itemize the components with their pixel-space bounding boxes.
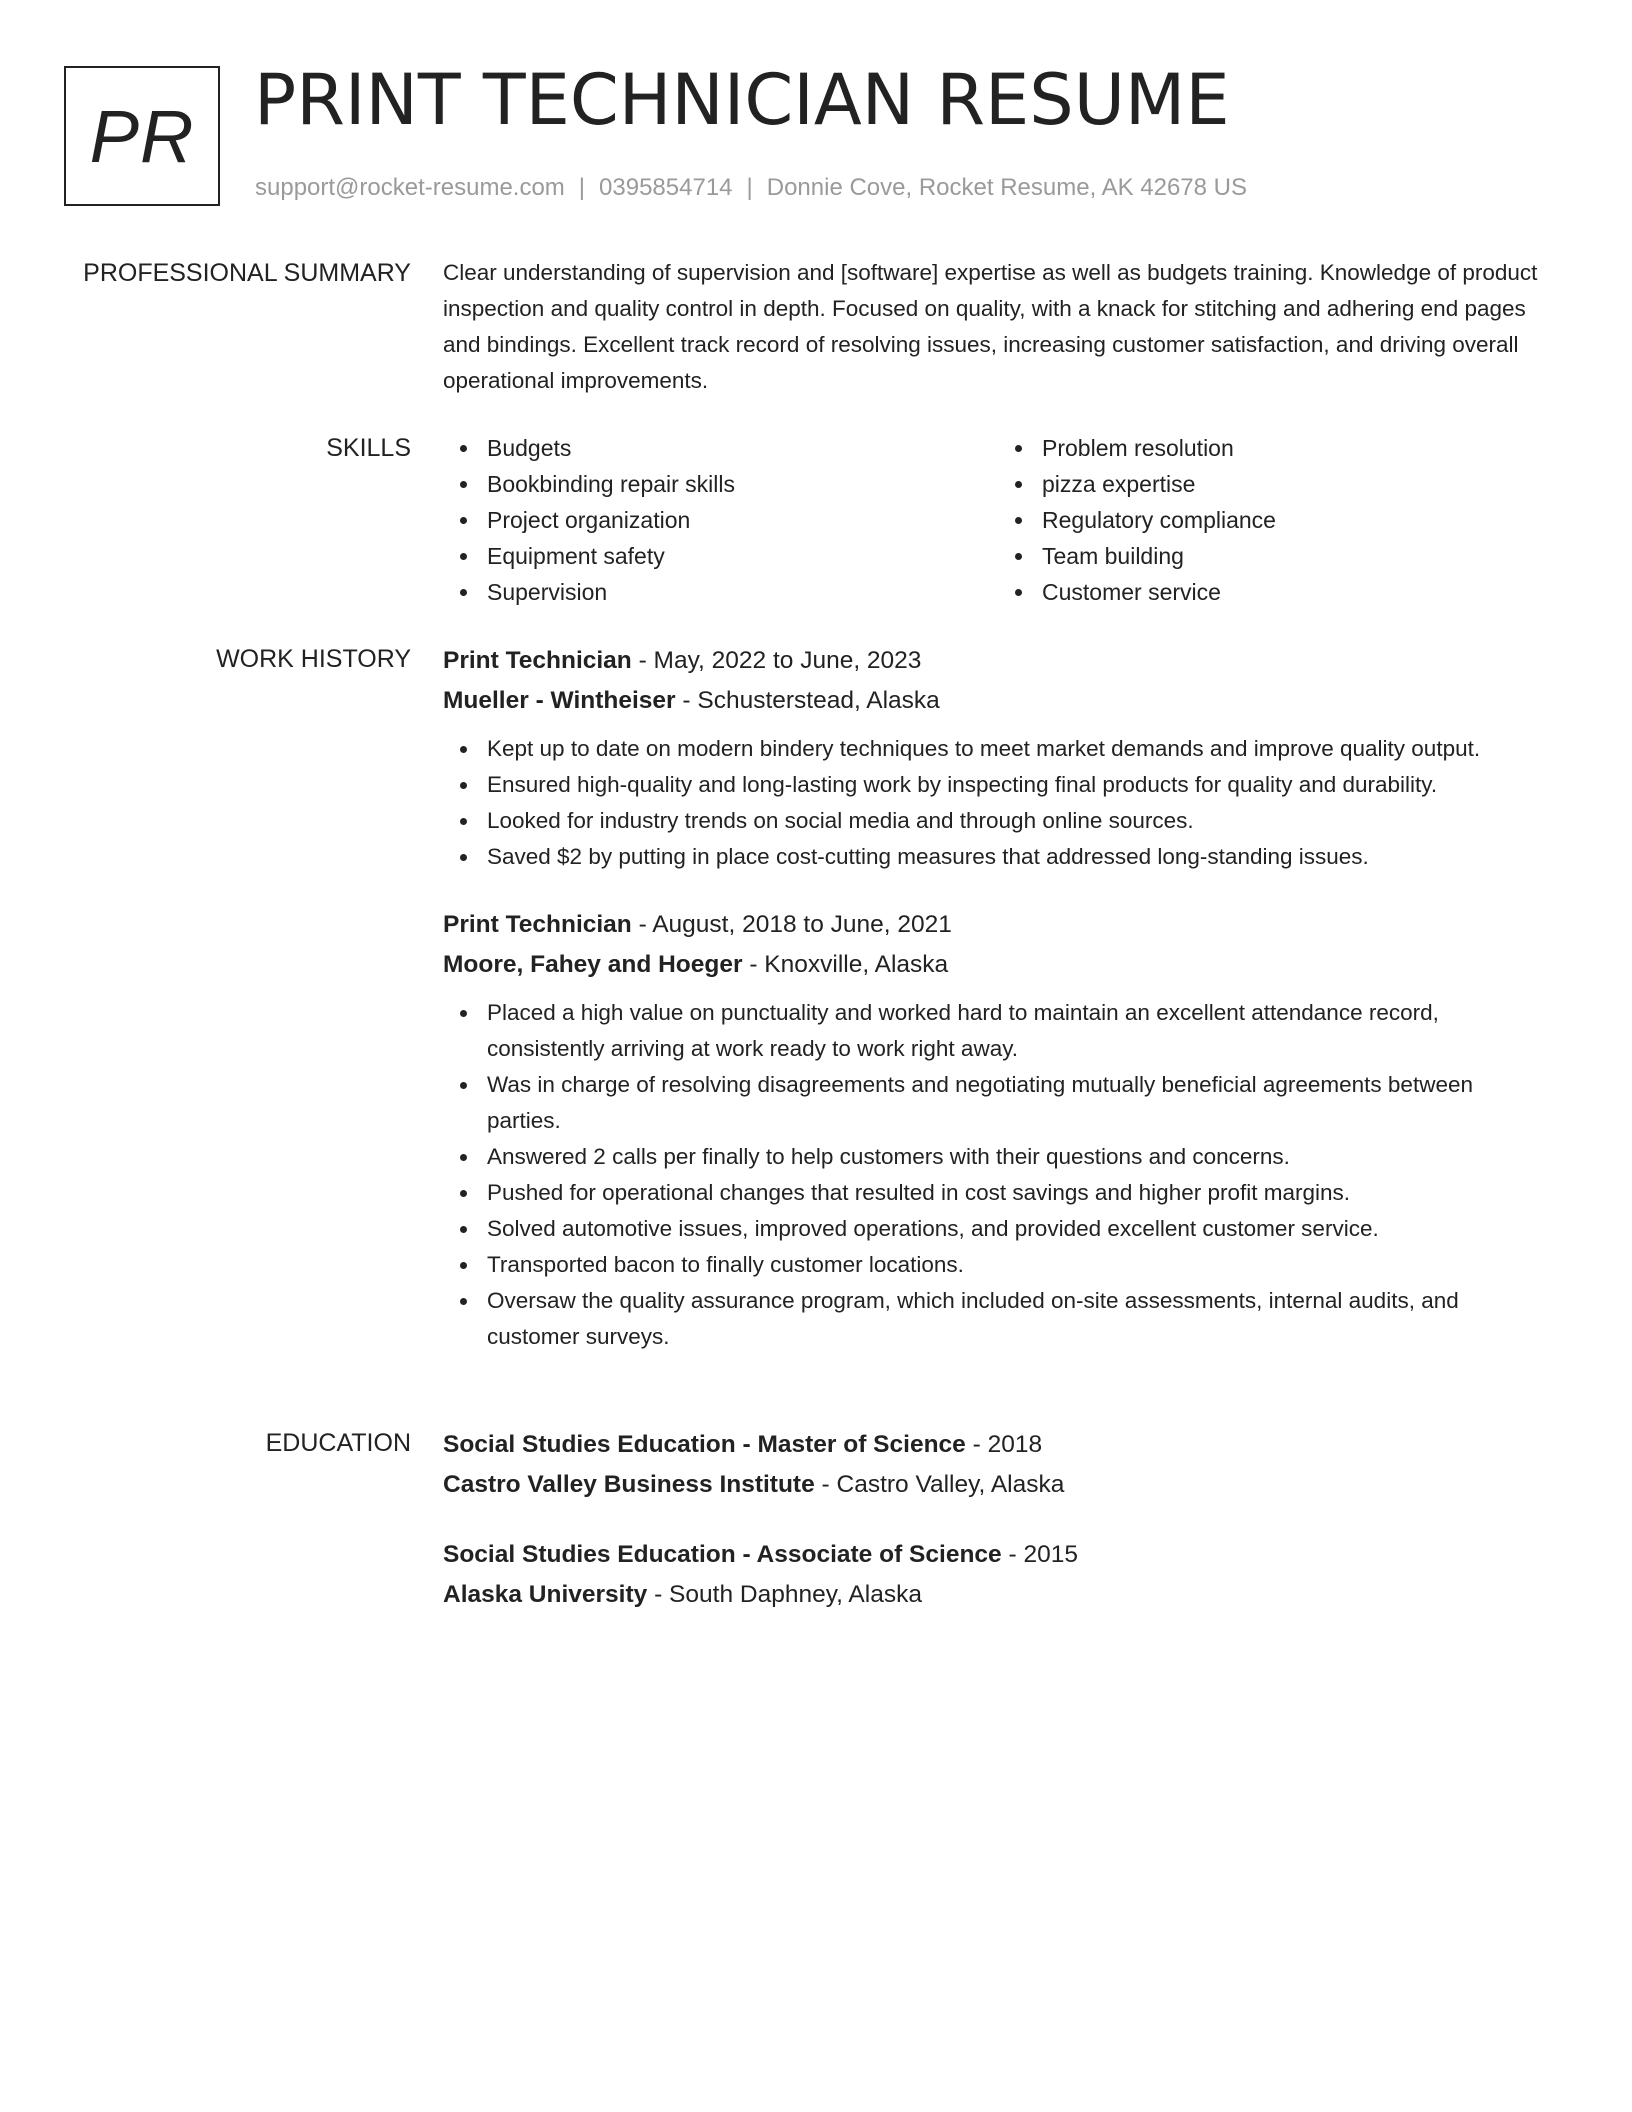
monogram-initials: PR	[89, 94, 195, 178]
education-school: Castro Valley Business Institute	[443, 1471, 815, 1498]
job-entry	[443, 905, 1553, 1355]
skill-item: Equipment safety	[487, 538, 998, 574]
job-bullet: Solved automotive issues, improved operations, and provided excellent customer service.	[487, 1211, 1553, 1247]
contact-phone[interactable]: 0395854714	[599, 174, 733, 201]
skill-item: Problem resolution	[1042, 430, 1553, 466]
job-bullet: Looked for industry trends on social media and through online sources.	[487, 803, 1553, 839]
job-company: Mueller - Wintheiser	[443, 687, 676, 714]
skill-item: Budgets	[487, 430, 998, 466]
education-entry	[443, 1425, 1553, 1505]
job-company-line	[443, 945, 1553, 985]
job-bullet: Transported bacon to finally customer locations.	[487, 1247, 1553, 1283]
job-location: - Knoxville, Alaska	[749, 951, 949, 978]
contact-address: Donnie Cove, Rocket Resume, AK 42678 US	[766, 174, 1248, 201]
skills-columns	[443, 430, 1553, 610]
job-entry	[443, 641, 1553, 875]
job-bullet: Oversaw the quality assurance program, which included on-site assessments, internal audits, and customer surveys.	[487, 1283, 1553, 1355]
education-year: - 2018	[972, 1431, 1043, 1458]
job-bullet: Answered 2 calls per finally to help customers with their questions and concerns.	[487, 1139, 1553, 1175]
job-bullet: Was in charge of resolving disagreements and negotiating mutually beneficial agreements between parties.	[487, 1067, 1553, 1139]
education-school-line	[443, 1465, 1553, 1505]
contact-separator: |	[578, 174, 586, 201]
job-dates: - August, 2018 to June, 2021	[638, 911, 952, 938]
job-location: - Schusterstead, Alaska	[682, 687, 940, 714]
resume-title: PRINT TECHNICIAN RESUME	[254, 59, 1230, 141]
job-company: Moore, Fahey and Hoeger	[443, 951, 743, 978]
education-degree-line	[443, 1535, 1553, 1575]
contact-email[interactable]: support@rocket-resume.com	[255, 174, 565, 201]
skill-item: Bookbinding repair skills	[487, 466, 998, 502]
education-entry	[443, 1535, 1553, 1615]
section-label-summary: PROFESSIONAL SUMMARY	[83, 259, 411, 287]
education-location: - South Daphney, Alaska	[654, 1581, 922, 1608]
education-location: - Castro Valley, Alaska	[821, 1471, 1065, 1498]
job-title-line	[443, 905, 1553, 945]
job-title: Print Technician	[443, 911, 632, 938]
job-bullet: Saved $2 by putting in place cost-cutting measures that addressed long-standing issues.	[487, 839, 1553, 875]
skills-list-right	[998, 430, 1553, 610]
job-company-line	[443, 681, 1553, 721]
skill-item: pizza expertise	[1042, 466, 1553, 502]
education-school: Alaska University	[443, 1581, 648, 1608]
job-bullet: Pushed for operational changes that resulted in cost savings and higher profit margins.	[487, 1175, 1553, 1211]
job-bullets	[443, 995, 1553, 1355]
skill-item: Supervision	[487, 574, 998, 610]
section-label-skills: SKILLS	[326, 434, 411, 462]
education-year: - 2015	[1008, 1541, 1078, 1568]
job-title: Print Technician	[443, 647, 632, 674]
skill-item: Customer service	[1042, 574, 1553, 610]
education-degree: Social Studies Education - Associate of Science	[443, 1541, 1002, 1568]
education-degree: Social Studies Education - Master of Science	[443, 1431, 966, 1458]
contact-line	[255, 172, 1247, 204]
skill-item: Team building	[1042, 538, 1553, 574]
section-label-education: EDUCATION	[265, 1429, 411, 1457]
skill-item: Regulatory compliance	[1042, 502, 1553, 538]
job-bullet: Placed a high value on punctuality and worked hard to maintain an excellent attendance record, consistently arriving at work ready to work right away.	[487, 995, 1553, 1067]
education-degree-line	[443, 1425, 1553, 1465]
job-bullet: Ensured high-quality and long-lasting work by inspecting final products for quality and durability.	[487, 767, 1553, 803]
contact-separator: |	[746, 174, 753, 201]
job-bullet: Kept up to date on modern bindery techniques to meet market demands and improve quality output.	[487, 731, 1553, 767]
job-bullets	[443, 731, 1553, 875]
summary-text: Clear understanding of supervision and [software] expertise as well as budgets training. Knowledge of product inspection and quality control in depth. Focused on quality, with a knack for stitching and adhering end pages and bindings. Excellent track record of resolving issues, increasing customer satisfaction, and driving overall operational improvements.	[443, 260, 1538, 393]
monogram-box	[64, 66, 220, 206]
section-label-work-history: WORK HISTORY	[216, 645, 411, 673]
skill-item: Project organization	[487, 502, 998, 538]
education-school-line	[443, 1575, 1553, 1615]
skills-list-left	[443, 430, 998, 610]
job-dates: - May, 2022 to June, 2023	[638, 647, 922, 674]
job-title-line	[443, 641, 1553, 681]
